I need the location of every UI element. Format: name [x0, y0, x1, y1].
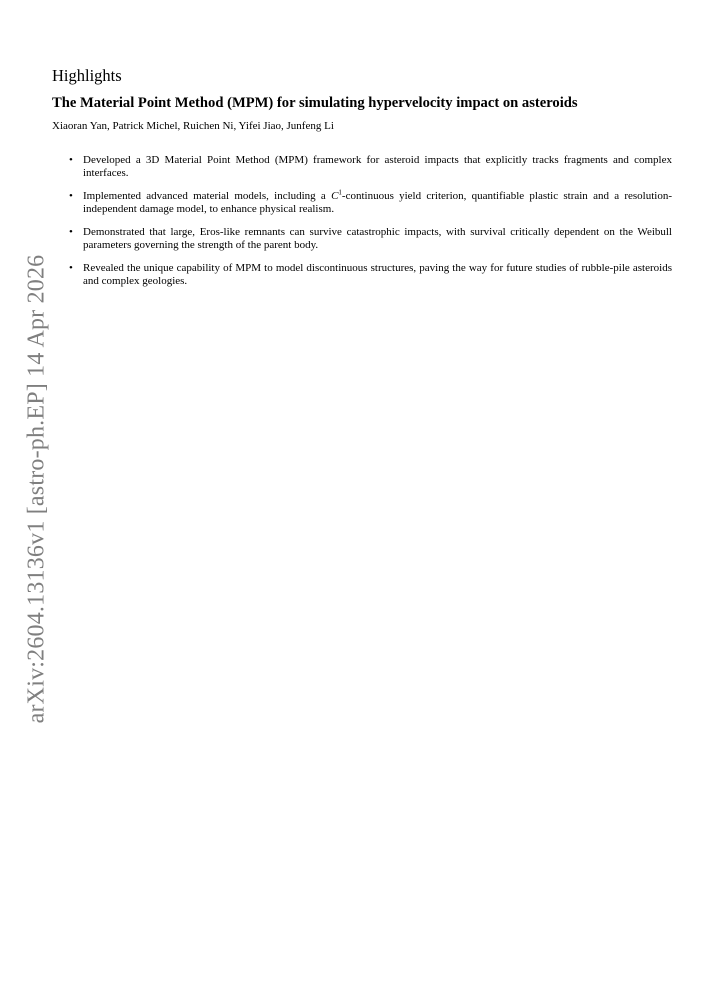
highlights-list: [52, 154, 672, 288]
highlights-page: [52, 66, 672, 298]
bullet-icon: •: [69, 226, 73, 238]
highlight-item: [69, 262, 672, 288]
highlight-text: Demonstrated that large, Eros-like remnants can survive catastrophic impacts, with survival critically dependent on the Weibull parameters governing the strength of the parent body.: [83, 226, 672, 251]
highlight-item: [69, 154, 672, 180]
math-symbol: C: [331, 190, 339, 202]
paper-title: The Material Point Method (MPM) for simulating hypervelocity impact on asteroids: [52, 95, 578, 111]
math-superscript: 1: [338, 188, 342, 197]
highlight-text: Developed a 3D Material Point Method (MPM) framework for asteroid impacts that explicitly tracks fragments and complex interfaces.: [83, 154, 672, 179]
highlight-text: Revealed the unique capability of MPM to model discontinuous structures, paving the way for future studies of rubble-pile asteroids and complex geologies.: [83, 262, 672, 287]
bullet-icon: •: [69, 190, 73, 202]
author-list: Xiaoran Yan, Patrick Michel, Ruichen Ni, Yifei Jiao, Junfeng Li: [52, 120, 334, 132]
highlight-text-suffix: -continuous yield criterion, quantifiable plastic strain and a resolution-independent damage model, to enhance physical realism.: [83, 190, 672, 215]
arxiv-identifier-stamp: arXiv:2604.13136v1 [astro-ph.EP] 14 Apr 2026: [23, 254, 50, 724]
bullet-icon: •: [69, 262, 73, 274]
highlight-item: [69, 226, 672, 252]
bullet-icon: •: [69, 154, 73, 166]
highlight-item: [69, 190, 672, 216]
highlight-text-prefix: Implemented advanced material models, including a: [83, 190, 332, 202]
section-label: Highlights: [52, 66, 122, 85]
